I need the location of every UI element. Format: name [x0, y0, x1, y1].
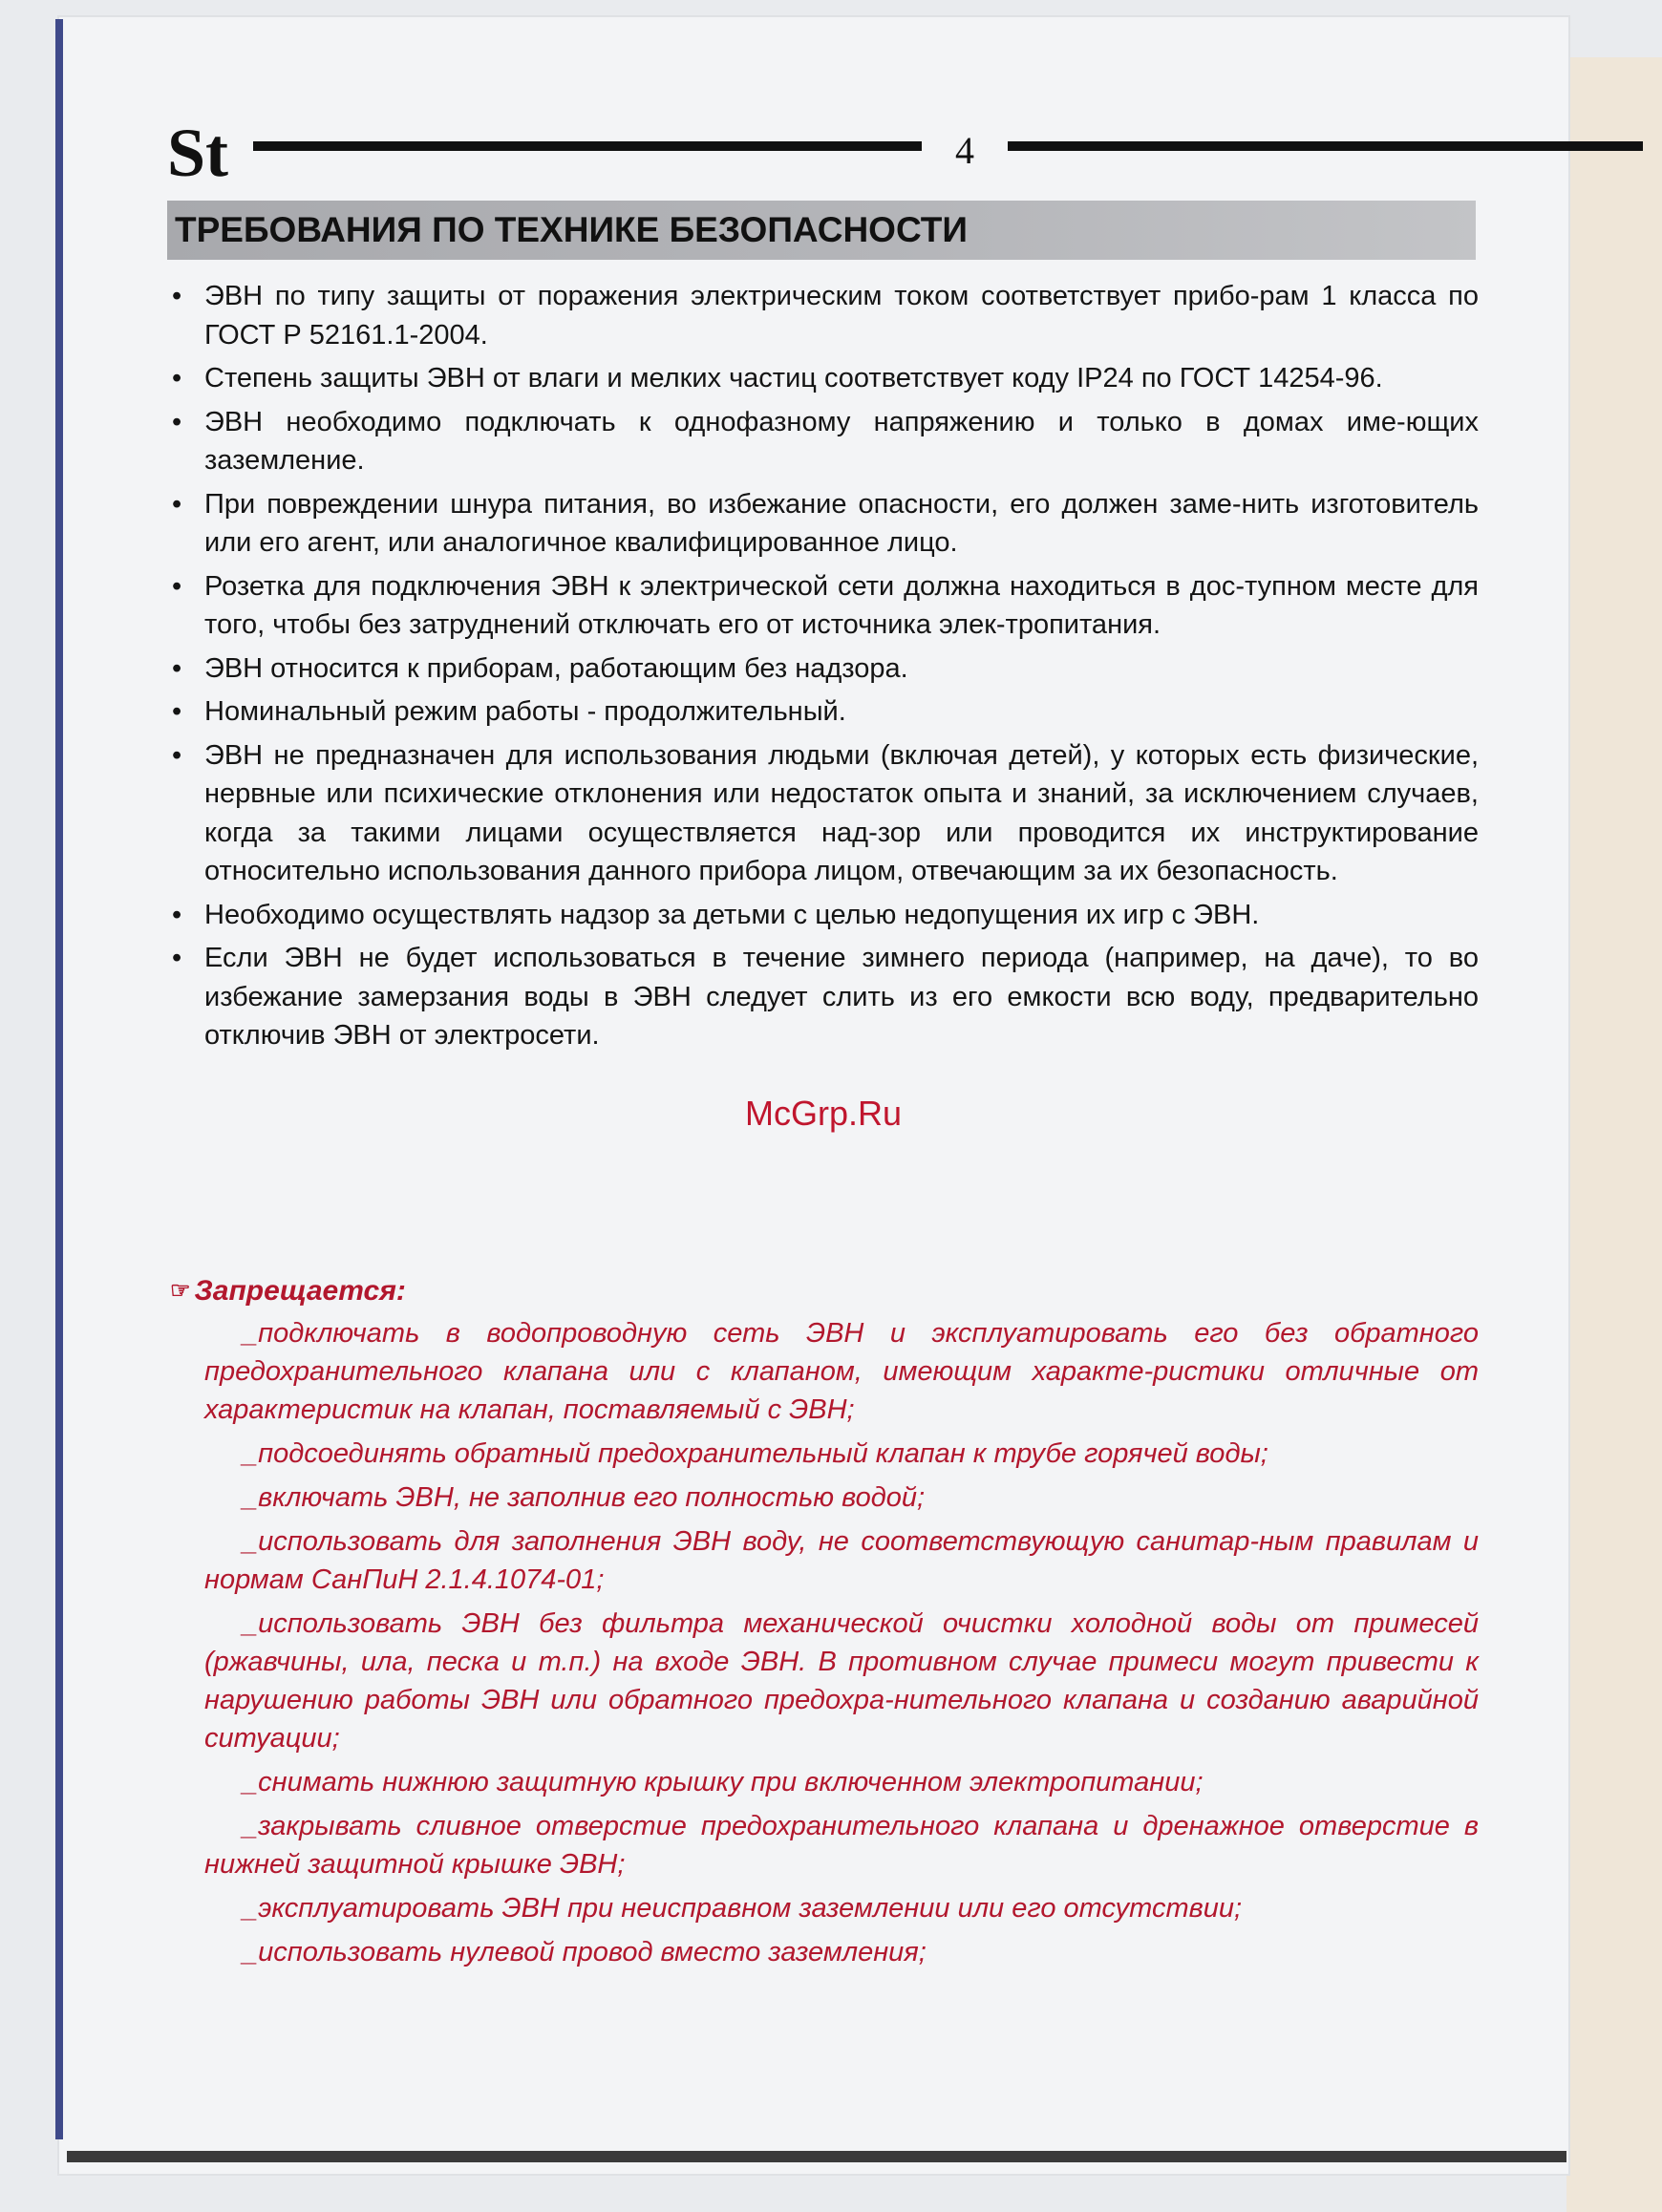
- forbidden-item: _использовать для заполнения ЭВН воду, не соответствующую санитар-ным правилам и нормам СанПиН 2.1.4.1074-01;: [204, 1526, 1479, 1595]
- forbidden-item: _включать ЭВН, не заполнив его полностью водой;: [243, 1482, 926, 1513]
- section-heading-band: [167, 201, 1476, 260]
- list-item: • Необходимо осуществлять надзор за детьми с целью недопущения их игр с ЭВН.: [170, 896, 1479, 935]
- list-item: • Если ЭВН не будет использоваться в течение зимнего периода (например, на даче), то во избежание замерзания воды в ЭВН следует слить из его емкости всю воду, предварительно отключив ЭВН от электросети.: [170, 939, 1479, 1055]
- pointing-hand-icon: ☞: [170, 1278, 191, 1304]
- forbidden-heading: [170, 1270, 1479, 1312]
- page-bottom-edge: [67, 2151, 1566, 2162]
- forbidden-item: _снимать нижнюю защитную крышку при включенном электропитании;: [243, 1767, 1204, 1797]
- forbidden-item: _использовать нулевой провод вместо заземления;: [243, 1937, 927, 1967]
- forbidden-section: [170, 1270, 1479, 1977]
- list-item: • ЭВН относится к приборам, работающим без надзора.: [170, 649, 1479, 689]
- safety-requirements-list: [170, 277, 1479, 1060]
- list-item: • Номинальный режим работы - продолжительный.: [170, 692, 1479, 732]
- header-rule-left: [253, 141, 922, 151]
- page-header: [167, 115, 1476, 191]
- brand-logo: St: [167, 115, 229, 191]
- forbidden-item: _закрывать сливное отверстие предохранительного клапана и дренажное отверстие в нижней защитной крышке ЭВН;: [204, 1811, 1479, 1880]
- forbidden-item: _подсоединять обратный предохранительный клапан к трубе горячей воды;: [243, 1438, 1268, 1469]
- list-item: • ЭВН по типу защиты от поражения электрическим током соответствует прибо-рам 1 класса по ГОСТ Р 52161.1-2004.: [170, 277, 1479, 354]
- section-title: ТРЕБОВАНИЯ ПО ТЕХНИКЕ БЕЗОПАСНОСТИ: [175, 210, 968, 249]
- header-rule-right: [1008, 141, 1643, 151]
- list-item: • ЭВН не предназначен для использования людьми (включая детей), у которых есть физические, нервные или психические отклонения или недостаток опыта и знаний, за исключением случаев, когда за такими лицами осуществляется над-зор или проводится их инструктирование относительно использования данного прибора лицом, отвечающим за их безопасность.: [170, 736, 1479, 891]
- forbidden-item: _использовать ЭВН без фильтра механической очистки холодной воды от примесей (ржавчины, ила, песка и т.п.) на входе ЭВН. В противном случае примеси могут привести к нарушению работы ЭВН или обратного предохра-нительного клапана и созданию аварийной ситуации;: [204, 1608, 1479, 1754]
- forbidden-list: [170, 1314, 1479, 1971]
- page-binding-edge: [55, 19, 63, 2139]
- watermark: McGrp.Ru: [745, 1094, 903, 1133]
- list-item: • Степень защиты ЭВН от влаги и мелких частиц соответствует коду IP24 по ГОСТ 14254-96.: [170, 359, 1479, 398]
- adjacent-page: [1566, 57, 1662, 2212]
- forbidden-title: Запрещается:: [194, 1275, 406, 1307]
- list-item: • ЭВН необходимо подключать к однофазному напряжению и только в домах име-ющих заземление.: [170, 403, 1479, 480]
- forbidden-item: _подключать в водопроводную сеть ЭВН и эксплуатировать его без обратного предохранительного клапана или с клапаном, имеющим характе-ристики отличные от характеристик на клапан, поставляемый с ЭВН;: [204, 1318, 1479, 1425]
- page-number: 4: [955, 129, 974, 172]
- list-item: • При повреждении шнура питания, во избежание опасности, его должен заме-нить изготовитель или его агент, или аналогичное квалифицированное лицо.: [170, 485, 1479, 563]
- list-item: • Розетка для подключения ЭВН к электрической сети должна находиться в дос-тупном месте для того, чтобы без затруднений отключать его от источника элек-тропитания.: [170, 567, 1479, 645]
- forbidden-item: _эксплуатировать ЭВН при неисправном заземлении или его отсутствии;: [243, 1893, 1243, 1924]
